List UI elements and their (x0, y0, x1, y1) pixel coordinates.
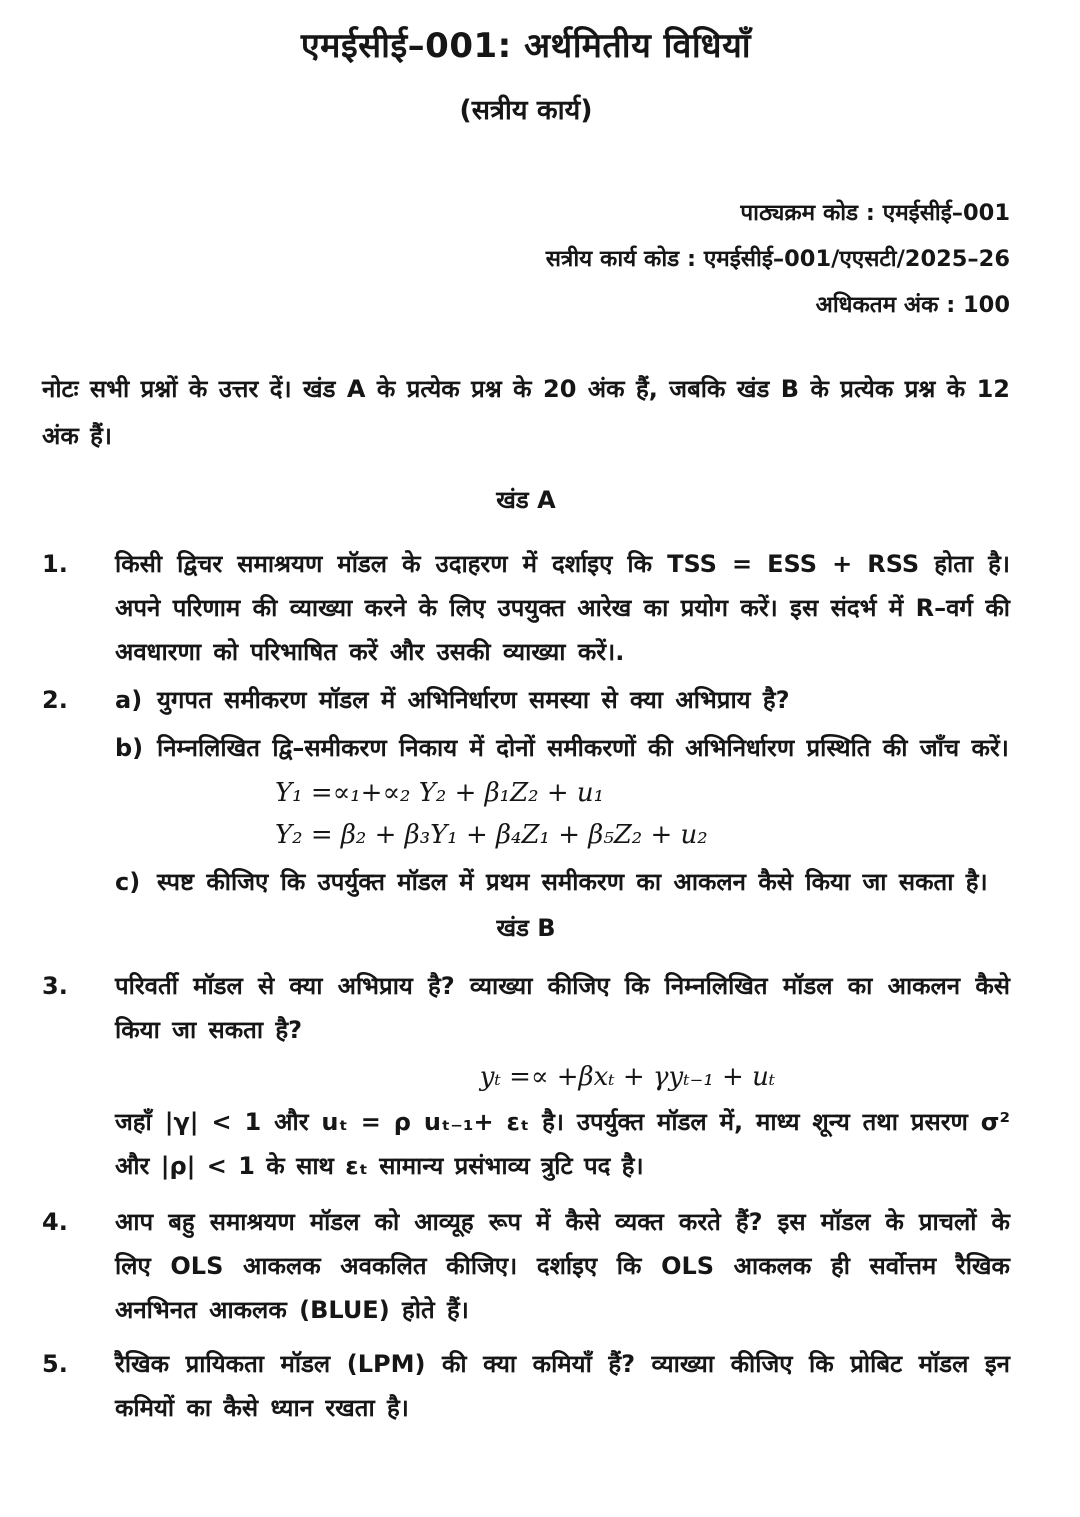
question-2-number: 2. (42, 686, 68, 714)
page-title: एमईसीई–001: अर्थमितीय विधियाँ (300, 26, 752, 66)
question-5-number: 5. (42, 1350, 68, 1378)
equation-3: yₜ =∝ +βxₜ + γyₜ₋₁ + uₜ (479, 1062, 776, 1092)
meta-block (42, 190, 1010, 328)
question-2-part-b (115, 726, 1010, 770)
course-code-line: पाठ्यक्रम कोड : एमईसीई–001 (740, 200, 1010, 226)
question-1 (42, 542, 1010, 674)
instructions-note: नोटः सभी प्रश्नों के उत्तर दें। खंड A के प्रत्येक प्रश्न के 20 अंक हैं, जबकि खंड B के प्रत्येक प्रश्न के 12 अंक हैं। (42, 375, 1010, 450)
question-5 (42, 1342, 1010, 1430)
part-a-text: युगपत समीकरण मॉडल में अभिनिर्धारण समस्या से क्या अभिप्राय है? (157, 686, 790, 714)
equation-1: Y₁ =∝₁+∝₂ Y₂ + β₁Z₂ + u₁ (275, 778, 605, 808)
question-4-text: आप बहु समाश्रयण मॉडल को आव्यूह रूप में कैसे व्यक्त करते हैं? इस मॉडल के प्राचलों के लिए OLS आकलक अवकलित कीजिए। दर्शाइए कि OLS आकलक ही सर्वोत्तम रैखिक अनभिनत आकलक (BLUE) होते हैं। (115, 1208, 1010, 1324)
page-subtitle: (सत्रीय कार्य) (459, 95, 593, 126)
max-marks-line: अधिकतम अंक : 100 (815, 292, 1010, 318)
question-3-condition: जहाँ |γ| < 1 और uₜ = ρ uₜ₋₁+ εₜ है। उपर्युक्त मॉडल में, माध्य शून्य तथा प्रसरण σ² और |ρ| < 1 के साथ εₜ सामान्य प्रसंभाव्य त्रुटि पद है। (115, 1108, 1010, 1180)
question-2 (42, 678, 1010, 904)
question-1-number: 1. (42, 550, 68, 578)
equation-system (275, 772, 1010, 856)
section-a-heading: खंड A (496, 486, 556, 514)
question-5-text: रैखिक प्रायिकता मॉडल (LPM) की क्या कमियाँ हैं? व्याख्या कीजिए कि प्रोबिट मॉडल इन कमियों का कैसे ध्यान रखता है। (115, 1350, 1010, 1422)
equation-2: Y₂ = β₂ + β₃Y₁ + β₄Z₁ + β₅Z₂ + u₂ (275, 820, 708, 850)
part-c-text: स्पष्ट कीजिए कि उपर्युक्त मॉडल में प्रथम समीकरण का आकलन कैसे किया जा सकता है। (157, 868, 988, 896)
assignment-code-line: सत्रीय कार्य कोड : एमईसीई–001/एएसटी/2025–26 (545, 246, 1010, 272)
question-4 (42, 1200, 1010, 1332)
section-b-heading: खंड B (496, 914, 556, 942)
question-2-part-a (115, 678, 1010, 722)
question-3-number: 3. (42, 972, 68, 1000)
question-1-text: किसी द्विचर समाश्रयण मॉडल के उदाहरण में दर्शाइए कि TSS = ESS + RSS होता है। अपने परिणाम की व्याख्या करने के लिए उपयुक्त आरेख का प्रयोग करें। इस संदर्भ में R–वर्ग की अवधारणा को परिभाषित करें और उसकी व्याख्या करें।. (115, 550, 1010, 666)
part-b-label: b) (115, 734, 144, 762)
part-c-label: c) (115, 868, 141, 896)
part-b-text: निम्नलिखित द्वि–समीकरण निकाय में दोनों समीकरणों की अभिनिर्धारण प्रस्थिति की जाँच करें। (157, 734, 1009, 762)
question-3 (42, 964, 1010, 1188)
question-3-text: परिवर्ती मॉडल से क्या अभिप्राय है? व्याख्या कीजिए कि निम्नलिखित मॉडल का आकलन कैसे किया जा सकता है? (115, 972, 1010, 1044)
question-4-number: 4. (42, 1208, 68, 1236)
part-a-label: a) (115, 686, 143, 714)
question-2-part-c (115, 860, 1010, 904)
